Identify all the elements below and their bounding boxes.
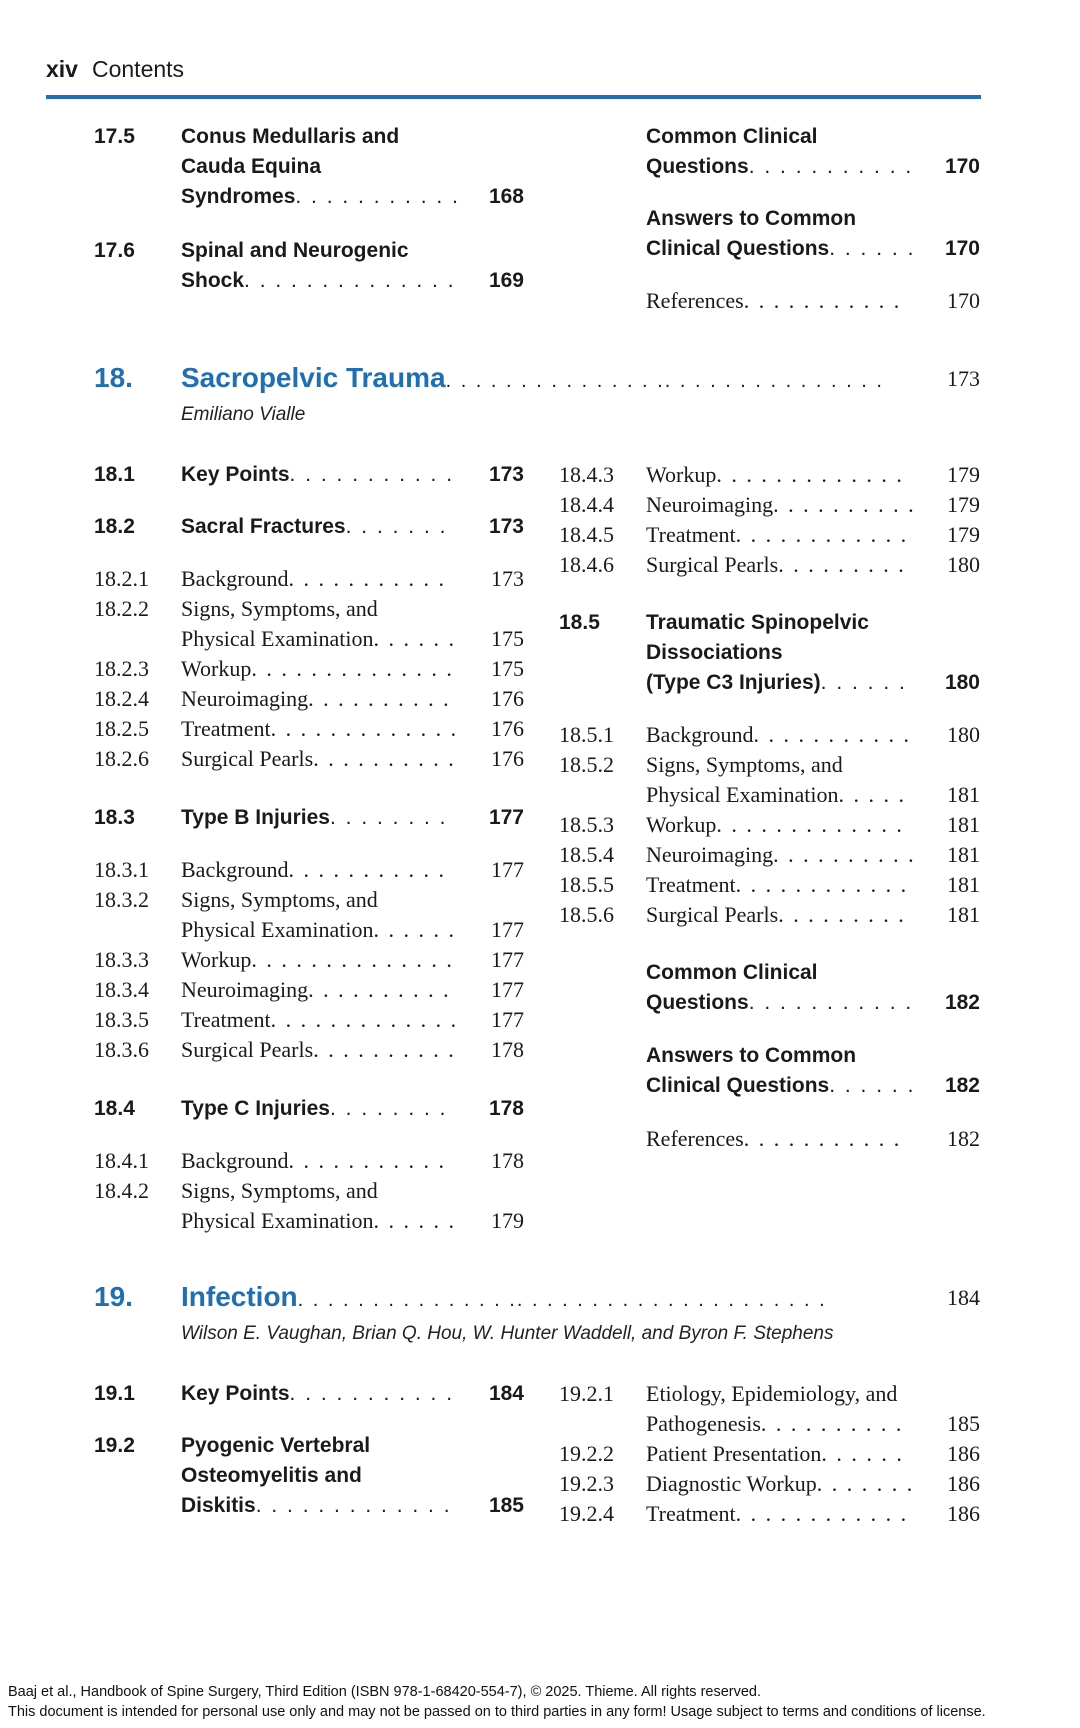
entry-page: 170 <box>944 237 980 260</box>
entry-title: Workup. . . . . . . . . . . . . <box>646 812 904 837</box>
chapter-number: 19. <box>94 1281 133 1312</box>
entry-title: References. . . . . . . . . . . <box>646 288 902 313</box>
running-header <box>46 56 184 83</box>
entry-page: 180 <box>944 671 980 694</box>
entry-number: 17.6 <box>94 239 135 262</box>
entry-title: Background. . . . . . . . . . . <box>181 1148 447 1173</box>
chapter-18-heading[interactable] <box>94 362 984 432</box>
entry-title: Answers to Common Clinical Questions. . . . . . <box>646 207 916 260</box>
chapter-author: Emiliano Vialle <box>181 404 306 425</box>
entry-page: 180 <box>947 552 980 577</box>
entry-page: 176 <box>491 716 524 741</box>
entry-title: Etiology, Epidemiology, and Pathogenesis. . . . . . . . . . <box>646 1381 904 1436</box>
entry-title: Surgical Pearls. . . . . . . . . <box>646 552 906 577</box>
entry-title: Surgical Pearls. . . . . . . . . . <box>181 746 456 771</box>
entry-title: Workup. . . . . . . . . . . . . . <box>181 656 454 681</box>
entry-page: 182 <box>947 1126 980 1151</box>
entry-page: 178 <box>491 1148 524 1173</box>
entry-page: 185 <box>488 1494 524 1517</box>
entry-page: 177 <box>491 977 524 1002</box>
entry-title: Diagnostic Workup. . . . . . . <box>646 1471 915 1496</box>
entry-title: Signs, Symptoms, and Physical Examination. . . . . . <box>181 1178 456 1233</box>
entry-page: 180 <box>947 722 980 747</box>
entry-page: 176 <box>491 746 524 771</box>
chapter-author: Wilson E. Vaughan, Brian Q. Hou, W. Hunter Waddell, and Byron F. Stephens <box>181 1323 834 1344</box>
entry-title: Background. . . . . . . . . . . <box>646 722 912 747</box>
entry-page: 185 <box>947 1411 980 1436</box>
entry-title: Signs, Symptoms, and Physical Examination. . . . . <box>646 752 906 807</box>
entry-page: 175 <box>491 656 524 681</box>
entry-page: 178 <box>491 1037 524 1062</box>
entry-title: Type C Injuries. . . . . . . . <box>181 1097 448 1120</box>
entry-page: 173 <box>488 515 524 538</box>
entry-page: 169 <box>488 269 524 292</box>
entry-page: 181 <box>947 782 980 807</box>
entry-page: 181 <box>947 902 980 927</box>
entry-title: Neuroimaging. . . . . . . . . . <box>646 492 916 517</box>
leader-dots: . . . . . . . . . . . <box>748 155 914 178</box>
header-rule <box>46 95 981 99</box>
entry-title: Background. . . . . . . . . . . <box>181 857 447 882</box>
license-footer: This document is intended for personal use only and may not be passed on to third parties in any form! Usage subject to terms and conditions of license. <box>8 1704 986 1720</box>
entry-title: Answers to Common Clinical Questions. . . . . . <box>646 1044 916 1097</box>
entry-page: 168 <box>488 185 524 208</box>
chapter-page: 184 <box>947 1285 980 1310</box>
leader-dots: . . . . . . . . . . . . . . <box>244 269 456 292</box>
entry-title: References. . . . . . . . . . . <box>646 1126 902 1151</box>
entry-title: Surgical Pearls. . . . . . . . . <box>646 902 906 927</box>
entry-title: Treatment. . . . . . . . . . . . <box>646 872 909 897</box>
entry-title: Treatment. . . . . . . . . . . . <box>646 1501 909 1526</box>
entry-page: 173 <box>491 566 524 591</box>
entry-title: Key Points. . . . . . . . . . . <box>181 1382 455 1405</box>
entry-title: Treatment. . . . . . . . . . . . <box>646 522 909 547</box>
entry-title: Common Clinical Questions. . . . . . . . . . . <box>646 125 914 178</box>
entry-page: 175 <box>491 626 524 651</box>
leader-dots: . . . . . . . . . . . . . . . <box>297 1289 517 1311</box>
entry-page: 177 <box>491 857 524 882</box>
entry-title: Signs, Symptoms, and Physical Examination. . . . . . <box>181 596 456 651</box>
entry-title: Conus Medullaris and Cauda Equina Syndromes. . . . . . . . . . . <box>181 125 460 208</box>
entry-page: 177 <box>491 947 524 972</box>
header-page-number: xiv <box>46 56 78 82</box>
leader-dots: . . . . . . . . . . . . . . . <box>445 370 665 392</box>
leader-dots: . . . . . . . . . . . <box>743 288 902 313</box>
entry-page: 176 <box>491 686 524 711</box>
entry-page: 177 <box>491 917 524 942</box>
entry-title: Neuroimaging. . . . . . . . . . <box>181 686 451 711</box>
entry-page: 179 <box>947 462 980 487</box>
chapter-page: 173 <box>947 366 980 391</box>
entry-title: Signs, Symptoms, and Physical Examination. . . . . . <box>181 887 456 942</box>
entry-title: Neuroimaging. . . . . . . . . . <box>181 977 451 1002</box>
entry-title: Key Points. . . . . . . . . . . <box>181 463 455 486</box>
header-title: Contents <box>91 56 185 82</box>
entry-page: 178 <box>488 1097 524 1120</box>
leader-dots: . . . . . . <box>829 237 916 260</box>
entry-page: 186 <box>947 1471 980 1496</box>
entry-page: 186 <box>947 1441 980 1466</box>
entry-number: 17.5 <box>94 125 135 148</box>
chapter-title: Infection. . . . . . . . . . . . . . .. . . . . . . . . . . . . . . . . . . . . <box>181 1281 827 1312</box>
entry-page: 181 <box>947 842 980 867</box>
entry-page: 179 <box>947 522 980 547</box>
chapter-number: 18. <box>94 362 133 393</box>
entry-title: Pyogenic Vertebral Osteomyelitis and Diskitis. . . . . . . . . . . . . <box>181 1434 452 1517</box>
entry-page: 182 <box>944 991 980 1014</box>
entry-page: 179 <box>947 492 980 517</box>
leader-dots: . . . . . . . . . . . <box>295 185 460 208</box>
entry-page: 181 <box>947 812 980 837</box>
entry-title: Treatment. . . . . . . . . . . . . <box>181 716 459 741</box>
entry-page: 181 <box>947 872 980 897</box>
entry-title: Spinal and Neurogenic Shock. . . . . . . . . . . . . . <box>181 239 456 292</box>
entry-page: 186 <box>947 1501 980 1526</box>
chapter-19-heading[interactable] <box>94 1281 984 1351</box>
entry-page: 182 <box>944 1074 980 1097</box>
entry-title: Type B Injuries. . . . . . . . <box>181 806 448 829</box>
entry-title: Sacral Fractures. . . . . . . <box>181 515 448 538</box>
entry-title: Traumatic Spinopelvic Dissociations (Type C3 Injuries). . . . . . <box>646 611 907 694</box>
entry-title: Common Clinical Questions. . . . . . . . . . . <box>646 961 914 1014</box>
entry-title: Neuroimaging. . . . . . . . . . <box>646 842 916 867</box>
entry-page: 173 <box>488 463 524 486</box>
entry-page: 177 <box>491 1007 524 1032</box>
entry-title: Surgical Pearls. . . . . . . . . . <box>181 1037 456 1062</box>
entry-page: 184 <box>488 1382 524 1405</box>
entry-page: 177 <box>488 806 524 829</box>
entry-title: Patient Presentation. . . . . . <box>646 1441 904 1466</box>
chapter-title: Sacropelvic Trauma. . . . . . . . . . . . . . .. . . . . . . . . . . . . . . <box>181 362 884 393</box>
entry-title: Workup. . . . . . . . . . . . . <box>646 462 904 487</box>
entry-page: 179 <box>491 1208 524 1233</box>
copyright-footer: Baaj et al., Handbook of Spine Surgery, Third Edition (ISBN 978-1-68420-554-7), © 2025. Thieme. All rights reserved. <box>8 1684 762 1700</box>
entry-page: 170 <box>947 288 980 313</box>
entry-title: Workup. . . . . . . . . . . . . . <box>181 947 454 972</box>
entry-title: Treatment. . . . . . . . . . . . . <box>181 1007 459 1032</box>
entry-title: Background. . . . . . . . . . . <box>181 566 447 591</box>
entry-page: 170 <box>944 155 980 178</box>
